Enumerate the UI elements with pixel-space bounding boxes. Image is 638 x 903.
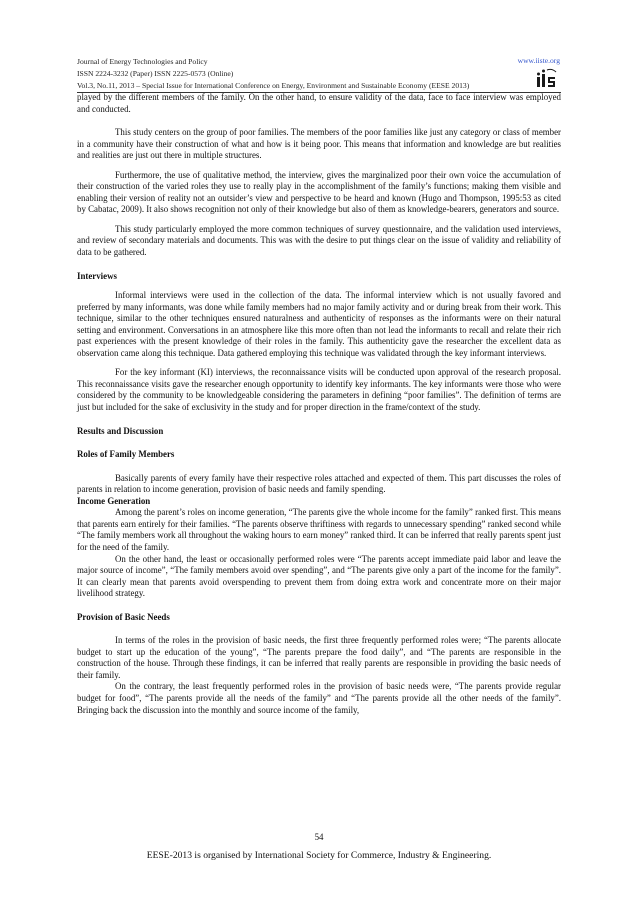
paragraph: Furthermore, the use of qualitative method, the interview, gives the marginalized poor their own voice the accumulation of their construction of the varied roles they use to really play in the accomplishment of the family’s functions; making them visible and enabling their version of reality not an outsider’s view and perspective to be heard and known (Hugo and Thompson, 1995:53 as cited by Cabatac, 2009). It also shows recognition not only of their knowledge but also of them as knowledge-bearers, generators and source. <box>77 169 561 215</box>
section-heading-results: Results and Discussion <box>77 425 164 436</box>
paragraph: Informal interviews were used in the collection of the data. The informal interview which is not usually favored and preferred by many informants, was done while family members had no major family activity and or during break from their work. This technique, similar to the other techniques ensured naturalness and authenticity of responses as the informants were on their natural setting and environment. Conversations in an atmosphere like this more often than not lead the informants to recall and relate their rich past experiences with the present knowledge of their roles in the family. This authenticity gave the researcher the excellent data as observation came along this technique. Data gathered employing this technique was validated through the key informant interviews. <box>77 290 561 358</box>
subsection-heading-income: Income Generation <box>77 495 151 506</box>
paragraph: In terms of the roles in the provision of basic needs, the first three frequently performed roles were; “The parents allocate budget to start up the education of the young”, “The parents prepare the food daily”, and “The parents are responsible in the construction of the house. Through these findings, it can be inferred that really parents are responsible in providing the basic needs of their family. <box>77 635 561 680</box>
section-heading-interviews: Interviews <box>77 270 117 281</box>
issn-line: ISSN 2224-3232 (Paper) ISSN 2225-0573 (Online) <box>77 69 234 78</box>
paragraph: For the key informant (KI) interviews, the reconnaissance visits will be conducted upon approval of the research proposal. This reconnaissance visits gave the researcher enough opportunity to identify key informants. The key informants were those who were considered by the community to be knowledgeable considering the parameters in defining “poor families”. The definition of terms are just but included for the sake of exclusivity in the study and for proper direction in the frame/context of the study. <box>77 367 561 413</box>
paragraph: On the other hand, the least or occasionally performed roles were “The parents accept immediate paid labor and leave the major source of income”, “The family members avoid over spending”, and “The parents give only a part of the income for the family”. It can clearly mean that parents avoid overspending to prevent them from doing extra work and concentrate more on their major livelihood strategy. <box>77 553 561 599</box>
paragraph: Basically parents of every family have their respective roles attached and expected of them. This part discusses the roles of parents in relation to income generation, provision of basic needs and family spending. <box>77 472 561 495</box>
paragraph: On the contrary, the least frequently performed roles in the provision of basic needs were, “The parents provide regular budget for food”, “The parents provide all the needs of the family” and “The parents provide all the other needs of the family”. Bringing back the discussion into the monthly and source income of the family, <box>77 681 561 715</box>
subsection-heading-provision: Provision of Basic Needs <box>77 611 170 622</box>
page-header <box>77 56 469 92</box>
paragraph: This study particularly employed the more common techniques of survey questionnaire, and the validation used interviews, and review of secondary materials and documents. This was with the desire to put things clear on the issue of validity and reliability of data to be gathered. <box>77 223 561 258</box>
volume-line: Vol.3, No.11, 2013 – Special Issue for International Conference on Energy, Environment and Sustainable Economy (EESE 2013) <box>77 81 470 90</box>
subsection-heading-roles: Roles of Family Members <box>77 449 175 460</box>
paragraph: played by the different members of the family. On the other hand, to ensure validity of the data, face to face interview was employed and conducted. <box>77 92 561 114</box>
journal-url-link[interactable]: www.iiste.org <box>517 56 560 65</box>
page-number: 54 <box>314 832 324 842</box>
footer-note: EESE-2013 is organised by International Society for Commerce, Industry & Engineering. <box>146 850 492 861</box>
journal-title: Journal of Energy Technologies and Policy <box>77 57 208 66</box>
iiste-logo-icon <box>536 68 558 88</box>
paragraph: This study centers on the group of poor families. The members of the poor families like just any category or class of member in a community have their construction of what and how is it being poor. This means that information and knowledge are but realities and realities are just out there in multiple structures. <box>77 127 561 161</box>
article-body <box>77 92 561 716</box>
paragraph: Among the parent’s roles on income generation, “The parents give the whole income for the family” ranked first. This means that parents earn entirely for their families. “The parents observe thriftiness with regards to unnecessary spending” ranked second while “The family members work all throughout the waking hours to earn money” ranked third. It can be inferred that really parents spent just for the need of the family. <box>77 507 561 552</box>
